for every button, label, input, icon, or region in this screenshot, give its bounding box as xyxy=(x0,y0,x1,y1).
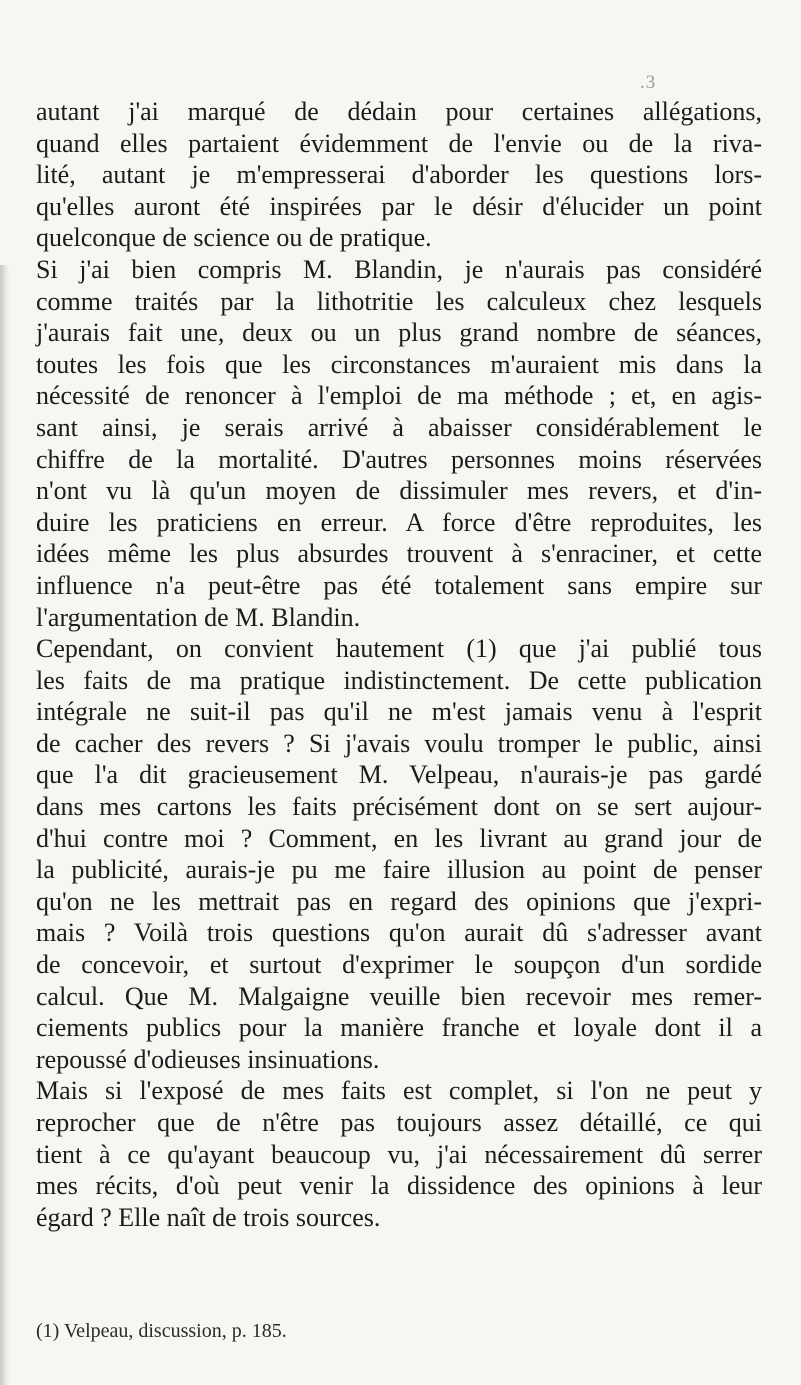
text-line: Mais si l'exposé de mes faits est complet, si l'on ne peut y xyxy=(36,1076,762,1106)
text-line: quand elles partaient évidemment de l'envie ou de la riva- xyxy=(36,128,762,158)
text-line: comme traités par la lithotritie les calculeux chez lesquels xyxy=(36,286,762,316)
footnote: (1) Velpeau, discussion, p. 185. xyxy=(36,1320,287,1342)
text-line: lité, autant je m'empresserai d'aborder les questions lors- xyxy=(36,160,762,190)
text-line: tient à ce qu'ayant beaucoup vu, j'ai nécessairement dû serrer xyxy=(36,1139,762,1169)
text-line: Cependant, on convient hautement (1) que j'ai publié tous xyxy=(36,634,762,664)
text-line: toutes les fois que les circonstances m'auraient mis dans la xyxy=(36,349,762,379)
text-line: qu'on ne les mettrait pas en regard des opinions que j'expri- xyxy=(36,886,762,916)
text-line: idées même les plus absurdes trouvent à s'enraciner, et cette xyxy=(36,539,762,569)
text-line: que l'a dit gracieusement M. Velpeau, n'aurais-je pas gardé xyxy=(36,760,762,790)
paragraph xyxy=(36,254,762,633)
text-line: influence n'a peut-être pas été totalement sans empire sur xyxy=(36,570,762,600)
text-line: Si j'ai bien compris M. Blandin, je n'aurais pas considéré xyxy=(36,254,762,284)
text-line: mes récits, d'où peut venir la dissidence des opinions à leur xyxy=(36,1171,762,1201)
paragraph xyxy=(36,1075,762,1233)
text-line: d'hui contre moi ? Comment, en les livrant au grand jour de xyxy=(36,823,762,853)
text-line: quelconque de science ou de pratique. xyxy=(36,223,432,253)
text-line: reprocher que de n'être pas toujours assez détaillé, ce qui xyxy=(36,1108,762,1137)
text-line: nécessité de renoncer à l'emploi de ma méthode ; et, en agis- xyxy=(36,381,762,411)
text-line: les faits de ma pratique indistinctement. De cette publication xyxy=(36,665,762,695)
text-line: l'argumentation de M. Blandin. xyxy=(36,602,361,632)
text-line: duire les praticiens en erreur. A force d'être reproduites, les xyxy=(36,507,762,537)
text-line: égard ? Elle naît de trois sources. xyxy=(36,1202,381,1232)
text-line: de cacher des revers ? Si j'avais voulu tromper le public, ainsi xyxy=(36,728,762,758)
text-line: ciements publics pour la manière franche et loyale dont il a xyxy=(36,1013,762,1043)
book-spine-shadow xyxy=(0,265,10,1385)
text-line: qu'elles auront été inspirées par le désir d'élucider un point xyxy=(36,191,762,221)
paragraph xyxy=(36,633,762,1075)
text-line: n'ont vu là qu'un moyen de dissimuler mes revers, et d'in- xyxy=(36,476,762,506)
paragraph xyxy=(36,96,762,254)
body-text xyxy=(36,96,762,1233)
text-line: mais ? Voilà trois questions qu'on aurait dû s'adresser avant xyxy=(36,918,762,948)
text-line: repoussé d'odieuses insinuations. xyxy=(36,1044,380,1074)
text-line: dans mes cartons les faits précisément dont on se sert aujour- xyxy=(36,792,762,822)
text-line: calcul. Que M. Malgaigne veuille bien recevoir mes remer- xyxy=(36,981,762,1011)
text-line: sant ainsi, je serais arrivé à abaisser considérablement le xyxy=(36,412,762,442)
text-line: autant j'ai marqué de dédain pour certaines allégations, xyxy=(36,97,762,126)
page-number: .3 xyxy=(640,72,657,93)
text-line: chiffre de la mortalité. D'autres personnes moins réservées xyxy=(36,444,762,474)
text-line: de concevoir, et surtout d'exprimer le soupçon d'un sordide xyxy=(36,950,762,980)
text-line: j'aurais fait une, deux ou un plus grand nombre de séances, xyxy=(36,318,762,348)
text-line: intégrale ne suit-il pas qu'il ne m'est jamais venu à l'esprit xyxy=(36,697,762,727)
text-line: la publicité, aurais-je pu me faire illusion au point de penser xyxy=(36,855,762,885)
